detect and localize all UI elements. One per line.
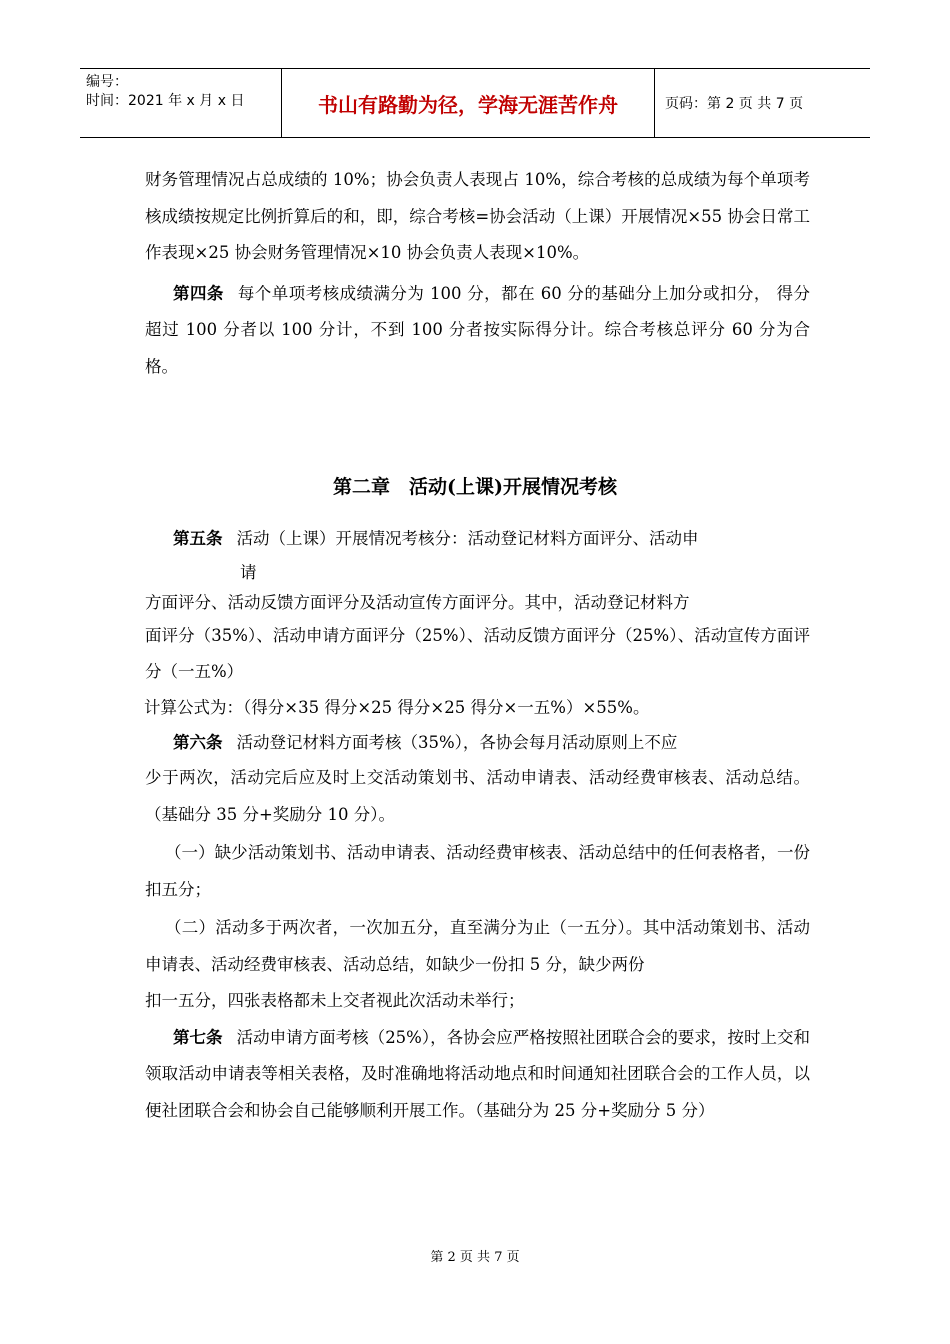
doc-date: 时间：2021 年 x 月 x 日 (86, 93, 245, 109)
document-body-2 (145, 521, 810, 1129)
header-meta (80, 69, 282, 137)
article-6-text-a: 活动登记材料方面考核（35%），各协会每月活动原则上不应 (236, 733, 678, 752)
paragraph-summary: 财务管理情况占总成绩的 10%；协会负责人表现占 10%，综合考核的总成绩为每个单项考核成绩按规定比例折算后的和，即，综合考核=协会活动（上课）开展情况×55 协会日常工作表现×25 协会财务管理情况×10 协会负责人表现×10%。 (145, 170, 810, 262)
article-5-text-c: 方面评分、活动反馈方面评分及活动宣传方面评分。其中，活动登记材料方 (145, 592, 690, 612)
article-4 (145, 276, 810, 386)
header-page-info: 页码：第 2 页 共 7 页 (665, 96, 804, 112)
page-footer: 第 2 页 共 7 页 (430, 1250, 520, 1265)
article-7 (145, 1020, 810, 1130)
article-4-label: 第四条 (173, 283, 224, 303)
header-table (80, 68, 870, 138)
formula: 计算公式为：（得分×35 得分×25 得分×25 得分×一五%）×55%。 (144, 697, 650, 717)
chapter-title: 第二章 活动(上课)开展情况考核 (333, 476, 617, 498)
article-4-text: 每个单项考核成绩满分为 100 分，都在 60 分的基础分上加分或扣分， 得分超过 100 分者以 100 分计，不到 100 分者按实际得分计。综合考核总评分 60 分为合格。 (145, 283, 810, 376)
item-2-cont: 扣一五分，四张表格都未上交者视此次活动未举行； (145, 991, 525, 1010)
article-6 (145, 726, 810, 760)
article-5-text-b: 请 (240, 562, 257, 582)
article-6-text-b: 少于两次，活动完后应及时上交活动策划书、活动申请表、活动经费审核表、活动总结。（基础分 35 分+奖励分 10 分）。 (145, 768, 810, 824)
item-1: （一）缺少活动策划书、活动申请表、活动经费审核表、活动总结中的任何表格者，一份扣五分； (145, 843, 810, 899)
item-2: （二）活动多于两次者，一次加五分，直至满分为止（一五分）。其中活动策划书、活动申请表、活动经费审核表、活动总结，如缺少一份扣 5 分，缺少两份 (145, 918, 810, 974)
header-motto: 书山有路勤为径，学海无涯苦作舟 (282, 69, 655, 137)
article-7-label: 第七条 (173, 1027, 223, 1047)
document-body (145, 162, 810, 385)
article-7-text: 活动申请方面考核（25%），各协会应严格按照社团联合会的要求，按时上交和领取活动申请表等相关表格，及时准确地将活动地点和时间通知社团联合会的工作人员，以便社团联合会和协会自己能够顺利开展工作。（基础分为 25 分+奖励分 5 分） (145, 1027, 810, 1120)
doc-number-label: 编号： (86, 74, 128, 90)
article-5-text-a: 活动（上课）开展情况考核分：活动登记材料方面评分、活动申 (236, 529, 699, 548)
article-5-label: 第五条 (173, 529, 223, 548)
article-6-label: 第六条 (173, 733, 223, 752)
article-5-text-d: 面评分（35%）、活动申请方面评分（25%）、活动反馈方面评分（25%）、活动宣传方面评分（一五%） (145, 625, 810, 681)
article-5 (145, 521, 810, 558)
